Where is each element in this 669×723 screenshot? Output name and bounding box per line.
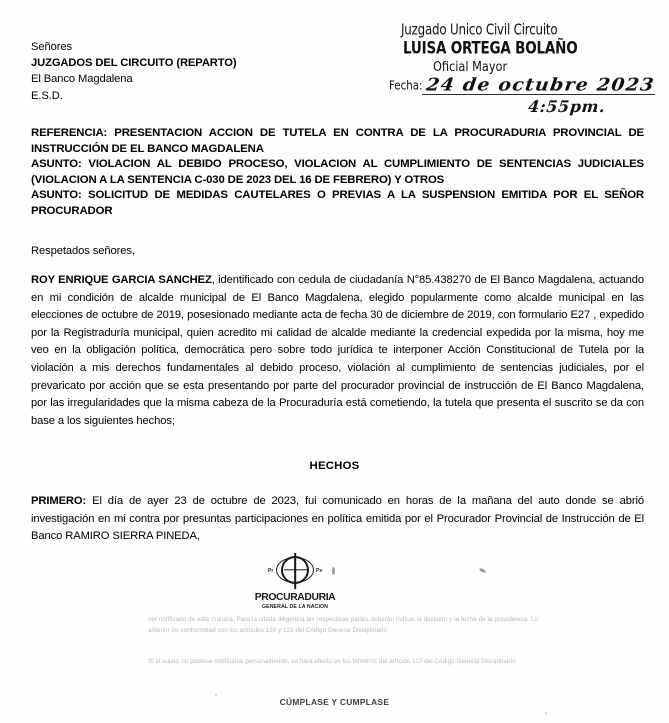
procuraduria-seal: [252, 553, 338, 610]
petitioner-name: ROY ENRIQUE GARCIA SANCHEZ: [31, 274, 212, 286]
stamp-time-handwritten: 4:55pm.: [527, 97, 607, 116]
scan-speck: [545, 712, 547, 714]
addressee-line-esd: E.S.D.: [31, 89, 63, 102]
reference-block: [31, 126, 644, 220]
addressee-line-city: El Banco Magdalena: [31, 73, 133, 86]
stamp-officer-title: Oficial Mayor: [433, 58, 508, 75]
stamp-court-name: Juzgado Unico Civil Circuito: [401, 22, 558, 39]
seal-subtitle: GENERAL DE LA NACION: [262, 604, 328, 610]
faint-footer-paragraph-1: ser notificado de esta manera. Para la citada diligencia las respectivas partes deberán indicar la decisión y la fecha de la providencia. Lo anterior de conformidad con los artículos 120 y 122 del Código General Disciplinario: [148, 616, 538, 635]
reference-line: REFERENCIA: PRESENTACION ACCION DE TUTELA EN CONTRA DE LA PROCURADURIA PROVINCIAL DE INSTRUCCIÓN DE EL BANCO MAGDALENA: [31, 127, 644, 155]
seal-globe-icon: [281, 556, 309, 584]
stamp-date-label: Fecha:: [389, 77, 423, 93]
subject-line-1: ASUNTO: VIOLACION AL DEBIDO PROCESO, VIOLACION AL CUMPLIMIENTO DE SENTENCIAS JUDICIALES (VIOLACION A LA SENTENCIA C-030 DE 2023 DEL 16 DE FEBRERO) Y OTROS: [31, 158, 644, 186]
subject-line-2: ASUNTO: SOLICITUD DE MEDIDAS CAUTELARES O PREVIAS A LA SUSPENSION EMITIDA POR EL SEÑOR PROCURADOR: [31, 189, 644, 217]
closing-statement: CÚMPLASE Y CUMPLASE: [279, 697, 390, 707]
salutation: Respetados señores,: [31, 245, 135, 257]
hecho-primero-text: El día de ayer 23 de octubre de 2023, fui comunicado en horas de la mañana del auto donde se abrió investigación en mi contra por presuntas participaciones en política emitida por el Procurador Provincial de Instrucción de El Banco RAMIRO SIERRA PINEDA,: [31, 495, 644, 543]
body-paragraph: [31, 272, 644, 430]
stamp-date-row: [389, 74, 657, 95]
hechos-heading: HECHOS: [309, 460, 360, 472]
hecho-primero-label: PRIMERO:: [31, 495, 87, 507]
reception-stamp: [389, 22, 657, 116]
addressee-line-senores: Señores: [31, 41, 72, 53]
addressee-block: [31, 39, 237, 104]
scan-speck: [215, 694, 217, 696]
seal-tick-left: Pr: [268, 568, 274, 574]
scan-speck: [332, 567, 335, 575]
stamp-officer-name: LUISA ORTEGA BOLAÑO: [403, 38, 578, 58]
seal-tick-right: Px: [315, 568, 322, 574]
addressee-line-court: JUZGADOS DEL CIRCUITO (REPARTO): [31, 57, 237, 70]
seal-title: PROCURADURIA: [254, 592, 336, 603]
body-paragraph-text: , identificado con cedula de ciudadanía N°85.438270 de El Banco Magdalena, actuando en mi condición de alcalde municipal de El Banco Magdalena, elegido popularmente como alcalde municipal en las elecciones de octubre de 2019, posesionado mediante acta de fecha 30 de diciembre de 2019, con formulario E27 , expedido por la Registraduría municipal, quien acredito mi calidad de alcalde mediante la credencial expedida por la misma, hoy me veo en la obligación política, democrática pero sobre todo jurídica te interponer Acción Constitucional de Tutela por la violación a mis derechos fundamentales al debido proceso, violación al cumplimiento de sentencias judiciales, por el prevaricato por acción que se esta presentando por parte del procurador provincial de instrucción de El Banco Magdalena, por las irregularidades que la misma cabeza de la Procuraduría está cometiendo, la tutela que presenta el suscrito se da con base a los siguientes hechos;: [31, 274, 644, 427]
hecho-primero: [31, 493, 644, 546]
scan-speck: [479, 568, 487, 574]
stamp-date-handwritten: 24 de octubre 2023: [422, 76, 658, 95]
seal-emblem-icon: [268, 553, 322, 593]
faint-footer-paragraph-2: Si el sujeto no pudiese notificarse personalmente, se hará efecto en los términos del artículo 113 del Código General Disciplinario: [148, 658, 516, 665]
